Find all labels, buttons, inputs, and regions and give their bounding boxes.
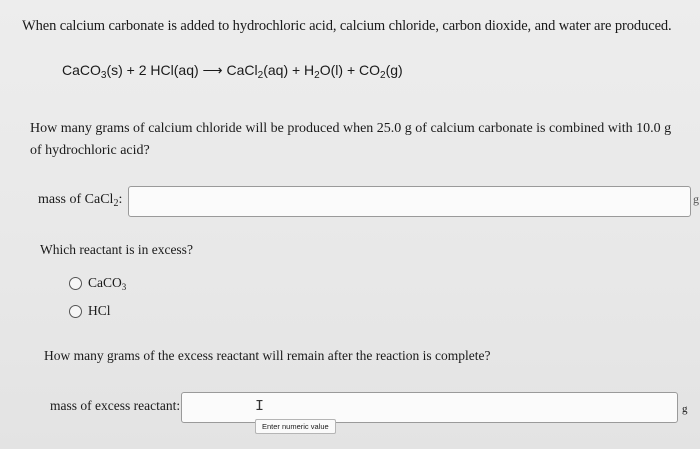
- option-hcl-label: HCl: [88, 303, 111, 318]
- text-cursor-icon: I: [255, 398, 265, 415]
- chemical-equation: CaCO$_3$(s) + 2 HCl(aq) ⟶ CaCl$_2$(aq) + $H_2O(l) + CO_2(g)$: [62, 62, 403, 81]
- excess-question: Which reactant is in excess?: [40, 242, 193, 257]
- option-caco3-label: CaCO$_3$: [88, 275, 127, 292]
- mass-cacl2-input[interactable]: [128, 186, 691, 217]
- intro-text: When calcium carbonate is added to hydrochloric acid, calcium chloride, carbon dioxide, and water are produced.: [22, 18, 672, 34]
- mass-cacl2-label: mass of CaCl$_2$:: [38, 192, 123, 209]
- arrow-icon: ⟶: [202, 62, 223, 78]
- option-caco3[interactable]: [69, 275, 126, 292]
- radio-hcl[interactable]: [69, 305, 82, 318]
- question-text: How many grams of calcium chloride will be produced when 25.0 g of calcium carbonate is combined with 10.0 g of hydrochloric acid?: [30, 121, 672, 158]
- excess-mass-label: mass of excess reactant:: [50, 398, 181, 413]
- option-hcl[interactable]: [69, 303, 111, 319]
- input-tooltip: Enter numeric value: [255, 419, 336, 434]
- remain-question: How many grams of the excess reactant will remain after the reaction is complete?: [44, 348, 491, 363]
- unit-edge-mark: g: [693, 192, 699, 206]
- excess-unit: g: [682, 403, 688, 415]
- radio-caco3[interactable]: [69, 277, 82, 290]
